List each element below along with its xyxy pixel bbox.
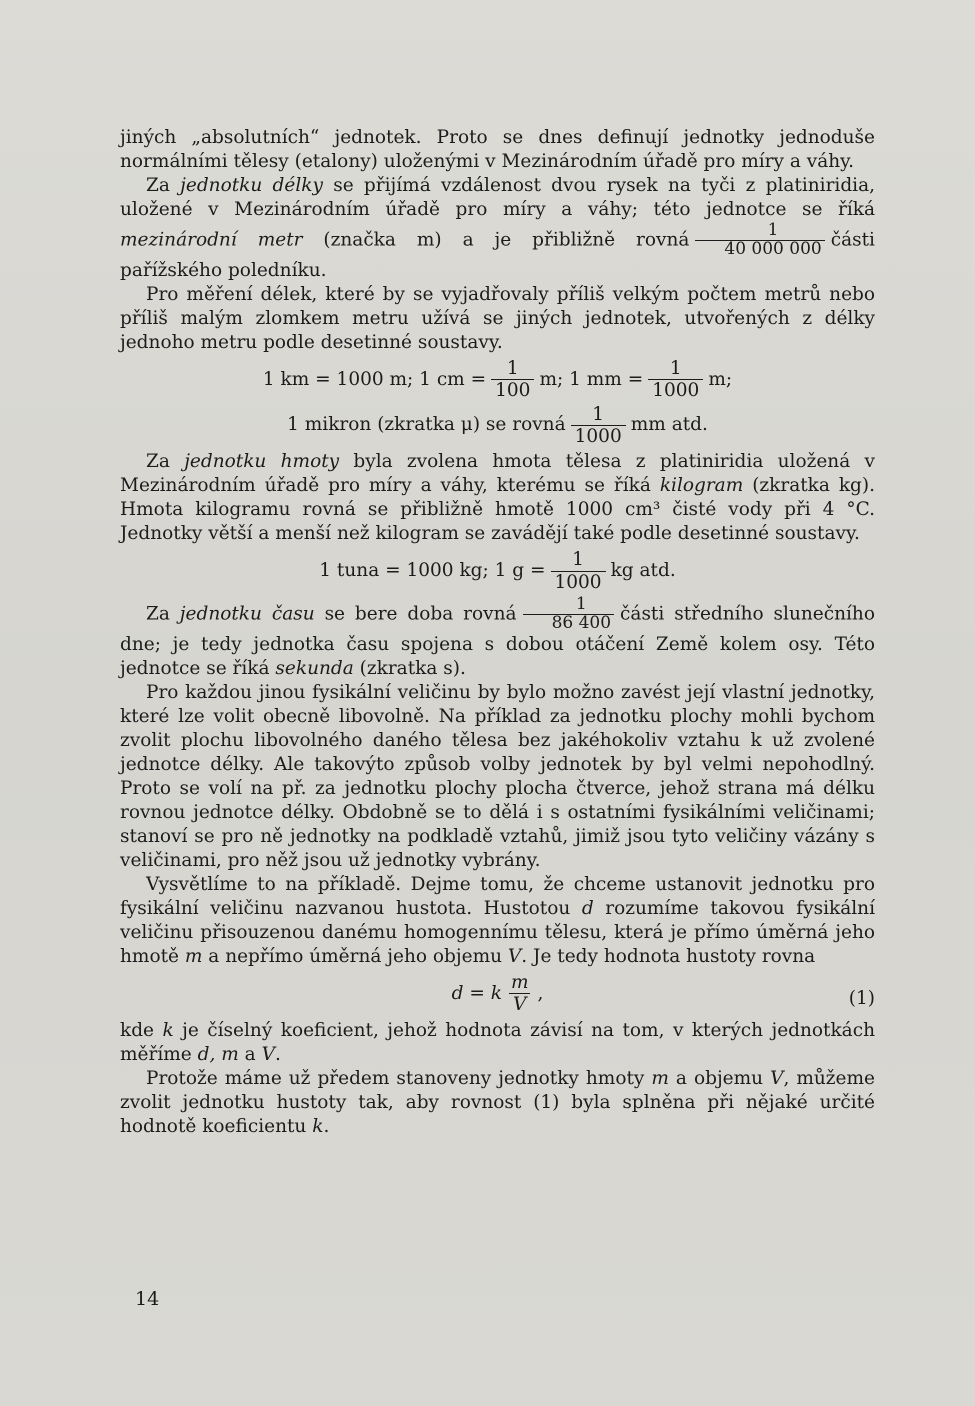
paragraph-1: jiných „absolutních“ jednotek. Proto se dnes definují jednotky jednoduše normálními tělesy (etalony) uloženými v Mezinárodním úřadě pro míry a váhy. [120,127,875,172]
equation-density: d = k $\frac{m}{V}$ , (1) [451,971,875,1016]
equation-length-units: 1 km = 1000 m; 1 cm = $\frac{1}{100}$ m; 1 mm = $\frac{1}{1000}$ m; [262,357,733,402]
paragraph-unit-length: Za jednotku délky se přijímá vzdálenost dvou rysek na tyči z platiniridia, uložené v Mezinárodním úřadě pro míry a váhy; této jednotce se říká mezinárodní metr (značka m) a je přibližně rovná $\frac{1}{40 000 000}$ části pařížského poledníku. [120,175,876,281]
paragraph-density: Vysvětlíme to na příkladě. Dejme tomu, že chceme ustanovit jednotku pro fysikální veličinu nazvanou hustota. Hustotou d rozumíme takovou fysikální veličinu přisouzenou danému homogennímu tělesu, která je přímo úměrná jeho hmotě m a nepřímo úměrná jeho objemu V. Je tedy hodnota hustoty rovna [120,873,875,967]
paragraph-unit-mass: Za jednotku hmoty byla zvolena hmota tělesa z platiniridia uložená v Mezinárodním úřadě pro míry a váhy, kterému se říká kilogram (zkratka kg). Hmota kilogramu rovná se přibližně hmotě 1000 cm³ čisté vody při 4 °C. Jednotky větší a menší než kilogram se zavádějí také podle desetinné soustavy. [120,451,875,545]
paragraph-density-unit: Protože máme už předem stanoveny jednotky hmoty m a objemu V, můžeme zvolit jednotku hustoty tak, aby rovnost (1) byla splněna při nějaké určité hodnotě koeficientu k. [120,1067,875,1137]
equation-micron: 1 mikron (zkratka μ) se rovná $\frac{1}{1000}$ mm atd. [287,403,708,447]
fraction-day: $\frac{1}{86 400}$ [523,596,614,633]
equation-mass-units: 1 tuna = 1000 kg; 1 g = $\frac{1}{1000}$ kg atd. [319,549,676,593]
paragraph-derived-units: Pro každou jinou fysikální veličinu by bylo možno zavést její vlastní jednotky, které lze volit obecně libovolně. Na příklad za jednotku plochy mohli bychom zvolit plochu libovolného daného tělesa bez jakéhokoliv vztahu k už zvolené jednotce délky. Ale takovýto způsob volby jednotek by byl velmi nepohodlný. Proto se volí na př. za jednotku plochy plocha čtverce, jehož strana má délku rovnou jednotce délky. Obdobně se to dělá i s ostatními fysikálními veličinami; stanoví se pro ně jednotky na podkladě vztahů, jimiž jsou tyto veličiny vázány s veličinami, pro něž jsou už jednotky vybrány. [120,681,875,871]
paragraph-length-units: Pro měření délek, které by se vyjadřovaly příliš velkým počtem metrů nebo příliš malým zlomkem metru užívá se jiných jednotek, utvořených z délky jednoho metru podle desetinné soustavy. [120,283,875,353]
page-text [120,126,875,1139]
paragraph-coefficient: kde k je číselný koeficient, jehož hodnota závisí na tom, v kterých jednotkách měříme d, m a V. [120,1019,875,1065]
paragraph-unit-time: Za jednotku času se bere doba rovná $\frac{1}{86 400}$ části středního slunečního dne; je tedy jednotka času spojena s dobou otáčení Země kolem osy. Této jednotce se říká sekunda (zkratka s). [120,594,875,679]
page-number: 14 [135,1288,160,1310]
fraction-meridian: $\frac{1}{40 000 000}$ [695,222,824,259]
equation-number: (1) [848,987,875,1009]
